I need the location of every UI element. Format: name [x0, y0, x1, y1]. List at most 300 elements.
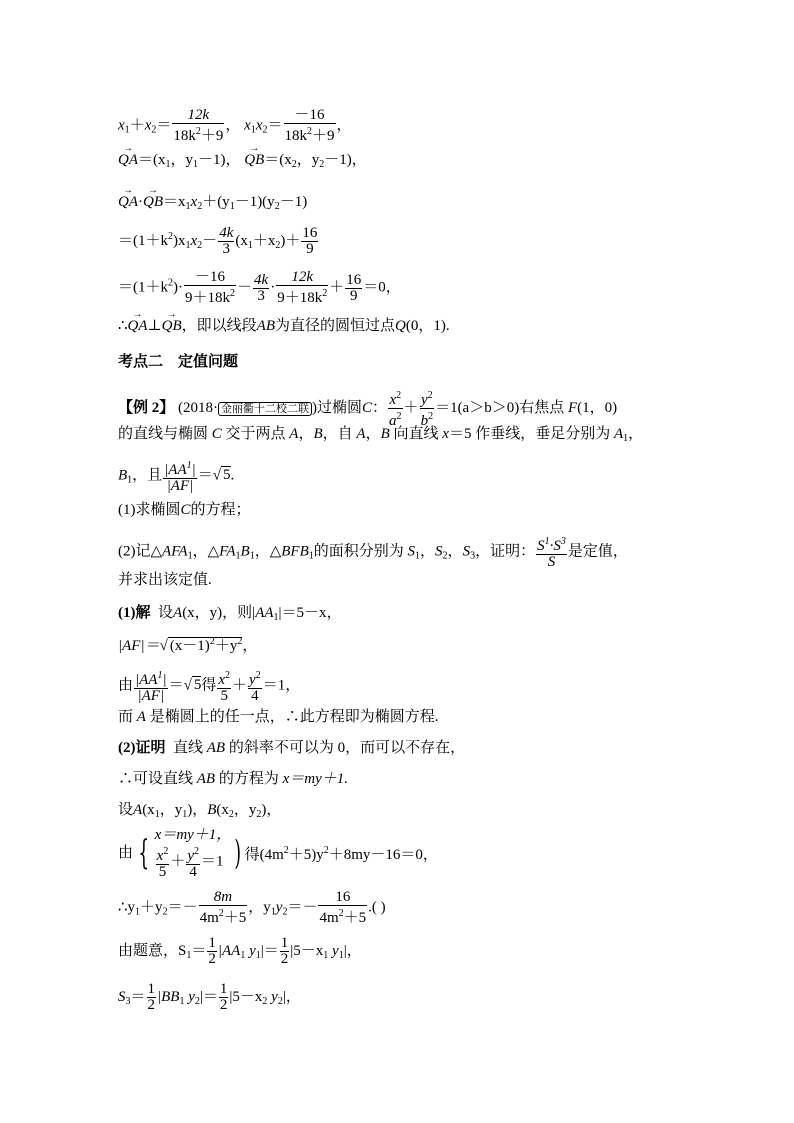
conclusion-line	[118, 316, 450, 336]
t: 2	[168, 230, 173, 242]
t: ＋5	[343, 910, 367, 926]
t: 1	[338, 949, 344, 961]
t: 由题意，S	[118, 942, 187, 959]
t: ，且	[132, 467, 163, 484]
t: ＋	[232, 677, 248, 694]
fraction	[147, 982, 157, 1013]
t: (x－1)	[169, 638, 210, 654]
t: ＋	[403, 399, 419, 416]
t: 2	[168, 277, 173, 289]
t: 12k	[276, 270, 328, 286]
t: 1	[270, 906, 276, 918]
t: A	[289, 426, 299, 442]
t: |5－x	[229, 988, 263, 1005]
t: 设	[158, 605, 174, 621]
t: S	[435, 543, 443, 560]
t: 3	[560, 536, 566, 547]
t: ＋9	[200, 128, 224, 144]
t: |5－x	[290, 942, 324, 959]
t: ＋8my－16＝0，	[328, 847, 438, 863]
t: 1	[249, 550, 255, 562]
t: (x	[216, 802, 229, 818]
t: ＝0，	[363, 279, 401, 296]
t: 9	[349, 287, 358, 304]
t: AB	[206, 740, 226, 756]
t: 2	[255, 670, 261, 681]
solution-2-line-3	[118, 800, 281, 825]
fraction	[217, 668, 231, 704]
formula-line-2	[118, 150, 367, 175]
t: 2	[442, 550, 448, 562]
t: 4k	[219, 225, 234, 241]
question-2-cont	[118, 570, 212, 590]
t: ，	[420, 543, 436, 560]
t: |AA	[164, 462, 187, 478]
t: 是椭圆上的任一点，∴此方程即为椭圆方程.	[149, 709, 439, 725]
vector-qa: → QA	[118, 150, 138, 170]
t: ·S	[549, 538, 561, 554]
t: 1	[185, 201, 191, 212]
t: (x	[142, 802, 155, 818]
t: )，	[261, 802, 282, 818]
t: 3	[125, 995, 131, 1007]
t: 9	[306, 241, 314, 257]
t: .( )	[368, 899, 386, 916]
t: 的斜率不可以为 0，而可以不存在，	[228, 740, 466, 756]
t: 4	[189, 864, 197, 880]
t: a	[389, 413, 397, 429]
t: y	[249, 672, 256, 688]
t: y	[271, 988, 278, 1005]
t: C	[180, 502, 191, 518]
t: 8m	[199, 890, 248, 906]
t: B	[207, 802, 217, 818]
t: (1)求椭圆	[118, 502, 181, 518]
fraction	[276, 270, 328, 306]
t: C	[362, 399, 373, 416]
fraction	[134, 668, 168, 704]
t: .	[230, 467, 235, 484]
t: x	[156, 848, 164, 864]
t: 4m	[319, 910, 339, 926]
t: ＋	[170, 853, 186, 870]
t: S	[537, 538, 545, 554]
t: ＝1	[201, 853, 224, 870]
t: 1	[179, 995, 185, 1007]
t: y	[420, 392, 428, 408]
t: 由	[118, 677, 134, 694]
question-2	[118, 534, 628, 570]
t: 1	[250, 124, 256, 136]
t: ，y	[159, 802, 183, 818]
t: 1	[415, 550, 421, 562]
t: －1)	[279, 194, 308, 210]
t: 3	[470, 550, 476, 562]
t: 2	[197, 201, 203, 212]
t: 是定值，	[567, 543, 628, 560]
t: ＋	[329, 279, 345, 296]
left-brace-icon: {	[138, 833, 150, 873]
fraction	[163, 458, 197, 494]
t: 并求出该定值.	[118, 572, 212, 588]
t: (1)解	[118, 605, 151, 621]
t: y	[249, 942, 256, 959]
t: 2	[230, 288, 236, 299]
t: 2	[163, 846, 169, 857]
t: BFB	[281, 543, 309, 560]
t: S	[407, 543, 416, 560]
solution-2-vieta	[118, 890, 386, 926]
t: ，	[447, 543, 463, 560]
solution-2-s3	[118, 982, 301, 1013]
fraction	[172, 108, 224, 144]
t: y	[187, 848, 195, 864]
example-line-1	[118, 388, 617, 429]
t: ＋	[129, 117, 145, 134]
t: √	[212, 467, 222, 484]
t: ＝	[156, 117, 172, 134]
t: (0，1).	[405, 318, 450, 334]
t: AB	[196, 771, 216, 787]
t: ＝(1＋k	[118, 232, 168, 249]
t: 2	[396, 390, 402, 401]
t: A	[133, 802, 143, 818]
t: 1	[187, 550, 193, 562]
t: ∴	[118, 318, 128, 334]
t: 2	[228, 809, 234, 820]
t: 1	[154, 809, 160, 820]
solution-2-s1	[118, 936, 362, 967]
t: 2	[219, 997, 228, 1013]
example-label: 【例 2】	[118, 399, 175, 416]
example-line-2	[118, 424, 643, 449]
t: 3	[222, 241, 231, 257]
solution-1-line-3	[118, 668, 300, 704]
t: 直线	[173, 740, 204, 756]
t: x	[389, 392, 397, 408]
t: 2	[277, 995, 283, 1007]
t: 2	[282, 906, 288, 918]
t: 2	[195, 126, 201, 137]
t: ＋x	[252, 232, 276, 249]
t: ＋(y	[202, 194, 230, 210]
t: ，△	[254, 543, 282, 560]
t: 2	[147, 997, 156, 1013]
t: ，	[225, 117, 241, 134]
t: x	[144, 117, 152, 134]
t: 为直径的圆恒过点	[275, 318, 396, 334]
t: (x	[235, 232, 248, 249]
t: ，y	[296, 152, 320, 168]
t: 16	[302, 225, 318, 241]
t: |	[162, 672, 167, 688]
t: 2	[322, 288, 328, 299]
t: 2	[307, 126, 313, 137]
t: x	[218, 672, 226, 688]
fraction	[345, 273, 362, 304]
t: 2	[162, 906, 168, 918]
t: 2	[319, 159, 325, 170]
t: 2	[283, 845, 289, 856]
t: (x，y)，则|	[182, 605, 256, 621]
t: FA	[219, 543, 236, 560]
t: (1，0)	[577, 399, 618, 416]
vector-qb: → QB	[143, 192, 163, 212]
t: －1)，	[198, 152, 241, 168]
t: 向直线	[393, 426, 439, 442]
example-line-3	[118, 458, 234, 494]
fraction	[199, 890, 248, 926]
t: 1	[208, 935, 216, 951]
t: |＝	[260, 942, 279, 959]
t: S	[547, 554, 556, 570]
t: |AA	[217, 942, 241, 959]
t: 4k	[254, 271, 269, 288]
t: 1	[240, 949, 246, 961]
t: ＝	[168, 677, 184, 694]
t: (2)证明	[118, 740, 166, 756]
t: )x	[173, 232, 186, 249]
t: 9＋18k	[277, 290, 323, 306]
t: 18k	[173, 128, 196, 144]
t: ∴y	[118, 899, 136, 916]
t: 12k	[172, 108, 224, 124]
equation-system	[155, 826, 232, 880]
t: 2	[197, 239, 203, 251]
t: 18k	[284, 128, 308, 144]
t: 的直线与椭圆	[118, 426, 209, 442]
vector-qb: → QB	[162, 316, 182, 336]
t: 1	[255, 949, 261, 961]
t: 5	[158, 864, 167, 880]
t: y	[188, 988, 195, 1005]
t: 1	[127, 474, 133, 486]
t: 的方程为	[218, 771, 279, 787]
t: 2	[275, 239, 281, 251]
t: 5	[193, 677, 202, 694]
t: ，证明：	[475, 543, 536, 560]
t: (2018·	[178, 399, 219, 416]
fraction	[420, 388, 435, 429]
t: 2	[428, 411, 434, 422]
solution-2-system	[118, 826, 438, 880]
t: 2	[262, 124, 268, 136]
t: S	[118, 988, 126, 1005]
fraction	[388, 388, 403, 429]
t: 1	[229, 201, 235, 212]
t: 的面积分别为	[313, 543, 404, 560]
t: B	[313, 426, 323, 442]
t: ＝－	[167, 899, 198, 916]
solution-1-line-1	[118, 603, 342, 628]
t: ＝	[130, 988, 146, 1005]
t: 1	[623, 433, 629, 444]
t: )过椭圆	[312, 399, 363, 416]
t: ，	[628, 426, 644, 442]
t: B	[380, 426, 390, 442]
t: |AF|	[166, 478, 194, 494]
t: F	[567, 399, 578, 416]
t: 而	[118, 709, 134, 725]
t: Q	[395, 318, 406, 334]
fraction	[207, 936, 217, 967]
t: |BB	[157, 988, 180, 1005]
fraction	[301, 226, 318, 257]
t: 交于两点	[225, 426, 286, 442]
formula-line-1	[118, 108, 352, 144]
t: AFA	[162, 543, 188, 560]
t: AA	[255, 605, 274, 621]
t: ＝－	[287, 899, 318, 916]
t: ＝	[267, 117, 283, 134]
t: C	[211, 426, 222, 442]
fraction	[184, 270, 236, 306]
t: 2	[209, 636, 215, 647]
t: ，y	[170, 152, 194, 168]
t: x	[442, 426, 449, 442]
t: 得(4m	[244, 847, 284, 863]
t: ＝	[191, 942, 207, 959]
t: ，	[336, 117, 352, 134]
fraction	[218, 226, 234, 257]
t: y	[275, 899, 283, 916]
formula-line-3	[118, 192, 307, 217]
t: |	[191, 462, 196, 478]
fraction	[248, 668, 262, 704]
t: A	[136, 709, 146, 725]
t: ＝	[197, 467, 213, 484]
t: 2	[396, 411, 402, 422]
t: 2	[237, 636, 243, 647]
t: |，	[282, 988, 301, 1005]
t: ：	[372, 399, 388, 416]
t: 1	[308, 550, 314, 562]
t: 1	[147, 981, 156, 997]
t: x	[255, 117, 263, 134]
solution-1-line-2	[118, 632, 257, 656]
t: 3	[257, 287, 265, 304]
t: A	[173, 605, 183, 621]
t: B	[118, 467, 128, 484]
t: )＋	[280, 232, 301, 249]
t: －1)(y	[234, 194, 275, 210]
t: |AF|＝	[118, 638, 160, 654]
t: －1)，	[324, 152, 367, 168]
t: ＝(x	[138, 152, 166, 168]
t: 1	[280, 935, 289, 951]
section-heading	[118, 352, 238, 372]
t: x＝my＋1.	[282, 771, 349, 787]
formula-line-4	[118, 226, 319, 257]
t: 1	[165, 159, 171, 170]
formula-line-5	[118, 270, 401, 306]
fraction	[219, 982, 229, 1013]
t: ＋5	[223, 910, 247, 926]
t: 5	[223, 467, 231, 484]
t: |＝	[199, 988, 218, 1005]
vector-qb: → QB	[244, 150, 264, 170]
right-brace-icon: )	[234, 833, 242, 873]
t: ＝(x	[264, 152, 292, 168]
t: (2)记△	[118, 543, 163, 560]
t: 4	[251, 688, 259, 704]
solution-2-line-2	[118, 769, 348, 789]
t: 1	[323, 949, 329, 961]
t: ，自	[322, 426, 353, 442]
t: x	[190, 232, 198, 249]
t: －16	[284, 108, 336, 124]
t: 2	[218, 908, 224, 919]
sqrt-icon: √	[159, 638, 168, 654]
t: )·	[173, 279, 183, 296]
t: 4m	[199, 910, 219, 926]
t: 2	[280, 951, 289, 967]
t: S	[462, 543, 471, 560]
heading-text: 考点二 定值问题	[118, 354, 239, 370]
t: |＝5－x，	[278, 605, 342, 621]
t: A	[613, 426, 624, 442]
t: 1	[219, 981, 228, 997]
t: y	[332, 942, 339, 959]
t: 2	[208, 951, 216, 967]
t: 2	[151, 124, 157, 136]
t: ＋y	[214, 638, 238, 654]
t: 2	[225, 670, 231, 681]
solution-1-line-4	[118, 707, 438, 727]
t: ·	[138, 194, 143, 210]
t: ，y	[248, 899, 271, 916]
t: x	[190, 194, 198, 210]
t: ＋y	[140, 899, 163, 916]
t: ，y	[233, 802, 257, 818]
t: 1	[273, 612, 279, 623]
t: 设	[118, 802, 134, 818]
t: 得	[201, 677, 217, 694]
t: 2	[323, 845, 329, 856]
t: －16	[184, 270, 236, 286]
t: 9＋18k	[185, 290, 231, 306]
fraction	[536, 534, 567, 570]
t: ＋9	[312, 128, 335, 144]
t: ，	[298, 426, 314, 442]
t: 2	[338, 908, 344, 919]
t: －	[202, 232, 218, 249]
t: 1	[124, 124, 130, 136]
t: －	[237, 279, 253, 296]
t: ＝x	[163, 194, 186, 210]
t: x	[244, 117, 251, 134]
t: ∴可设直线	[118, 771, 194, 787]
t: |AA	[135, 672, 158, 688]
fraction	[284, 108, 336, 144]
solution-2-line-1	[118, 738, 465, 758]
t: ⊥	[147, 318, 162, 334]
t: A	[356, 426, 366, 442]
vector-qa: → QA	[128, 316, 148, 336]
t: 2	[256, 809, 262, 820]
source-tag: 金丽衢十二校二联	[218, 402, 312, 416]
t: 1	[247, 239, 253, 251]
t: 2	[274, 201, 280, 212]
t: 2	[194, 846, 200, 857]
t: 1	[185, 239, 191, 251]
t: 1	[182, 809, 188, 820]
t: b	[420, 413, 429, 429]
t: x＝my＋1，	[154, 827, 232, 843]
t: 1	[235, 550, 241, 562]
t: 2	[291, 159, 297, 170]
t: ＋5)y	[288, 847, 324, 863]
